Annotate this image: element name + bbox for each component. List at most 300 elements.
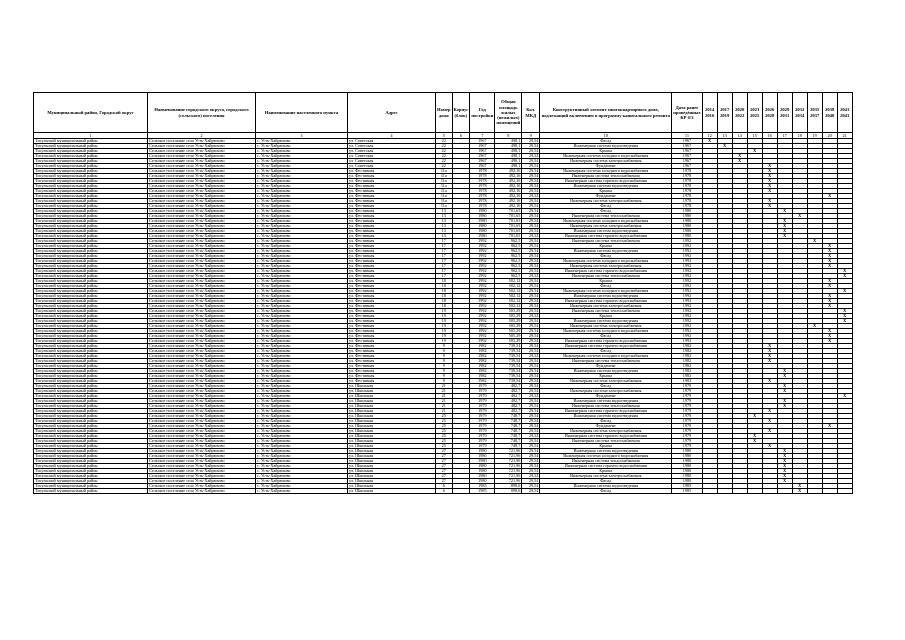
table-cell: Инженерная система электроснабжения [540,389,672,394]
period-mark: X [777,469,792,474]
period-cell [837,489,852,494]
table-cell: с. Усть-Хайрюзово [256,194,348,199]
table-cell: 1982 [672,369,702,374]
table-cell: 1967 [470,139,495,144]
table-cell: с. Усть-Хайрюзово [256,229,348,234]
table-cell: ул. Фестивная [348,254,436,259]
table-cell: 1992 [672,264,702,269]
table-cell: 1978 [470,169,495,174]
table-cell: Фундамент [540,194,672,199]
table-cell: Тисульский муниципальный район [34,394,148,399]
table-cell: 1980 [672,234,702,239]
table-cell: 29,54 [522,229,540,234]
period-mark: X [762,359,777,364]
column-number: 1 [34,133,148,139]
table-cell: Инженерная система теплоснабжения [540,359,672,364]
table-cell: 1980 [470,469,495,474]
table-cell: 11а [436,194,453,199]
table-cell: 29,54 [522,279,540,284]
table-cell: 29,54 [522,259,540,264]
column-number: 10 [540,133,672,139]
table-cell: 29,54 [522,199,540,204]
table-cell: 1992 [672,309,702,314]
table-cell: 1982 [672,379,702,384]
table-cell: 1992 [672,274,702,279]
table-cell: 1980 [470,214,495,219]
table-cell: 1978 [672,184,702,189]
table-cell: 25 [436,429,453,434]
table-header [34,93,853,139]
table-cell: с. Усть-Хайрюзово [256,384,348,389]
period-mark: X [777,229,792,234]
table-cell: 1985 [470,484,495,489]
table-cell: Тисульский муниципальный район [34,309,148,314]
table-cell: Сельское поселение село Усть-Хайрюзово [148,194,256,199]
table-cell: Тисульский муниципальный район [34,179,148,184]
table-cell: 1967 [672,154,702,159]
table-cell: 1980 [470,229,495,234]
table-cell: Инженерная система горячего водоснабжения [540,409,672,414]
column-number: 19 [807,133,822,139]
table-cell: 1992 [470,304,495,309]
table-cell: Тисульский муниципальный район [34,384,148,389]
table-cell: Тисульский муниципальный район [34,249,148,254]
table-cell: ул. Фестивная [348,314,436,319]
period-mark: X [792,489,807,494]
table-cell: ул. Школьная [348,459,436,464]
table-cell: 29,54 [522,214,540,219]
column-number: 2 [148,133,256,139]
table-cell: Тисульский муниципальный район [34,194,148,199]
table-cell: 11а [436,189,453,194]
table-cell: Тисульский муниципальный район [34,284,148,289]
table-cell: Фасад [540,139,672,144]
table-cell: Тисульский муниципальный район [34,269,148,274]
period-cell [762,489,777,494]
period-mark: X [822,284,837,289]
table-cell: 29,54 [522,369,540,374]
table-cell: 6 [436,489,453,494]
table-cell: 1978 [672,169,702,174]
table-cell: Сельское поселение село Усть-Хайрюзово [148,474,256,479]
table-cell: ул. Советская [348,139,436,144]
table-cell: Сельское поселение село Усть-Хайрюзово [148,459,256,464]
table-cell: 25 [436,424,453,429]
table-cell: Сельское поселение село Усть-Хайрюзово [148,289,256,294]
table-cell: 29,54 [522,344,540,349]
table-cell: Сельское поселение село Усть-Хайрюзово [148,279,256,284]
table-cell: 1992 [470,284,495,289]
table-cell: 1979 [672,389,702,394]
table-cell: Сельское поселение село Усть-Хайрюзово [148,149,256,154]
table-cell: 9 [436,354,453,359]
table-cell: Фасад [540,349,672,354]
table-cell: 1992 [470,244,495,249]
table-cell: Фасад [540,209,672,214]
table-cell: 1980 [470,209,495,214]
table-cell: 1982 [470,369,495,374]
table-cell: 739,54 [495,349,522,354]
table-cell: 1980 [470,449,495,454]
period-mark: X [822,264,837,269]
table-cell: 21 [436,399,453,404]
table-cell: 1979 [470,439,495,444]
table-cell: 1979 [672,444,702,449]
table-cell: 1992 [672,244,702,249]
table-cell: ул. Фестивная [348,369,436,374]
table-cell: Тисульский муниципальный район [34,259,148,264]
period-mark: X [762,204,777,209]
table-cell: 1992 [672,319,702,324]
table-cell: Инженерная система электроснабжения [540,199,672,204]
table-cell: 29,54 [522,164,540,169]
table-cell: Инженерная система водоотведения [540,369,672,374]
table-cell: 1992 [672,259,702,264]
table-cell: 1992 [470,334,495,339]
table-cell: 29,54 [522,469,540,474]
table-cell: с. Усть-Хайрюзово [256,149,348,154]
table-cell: 1979 [470,409,495,414]
table-cell: 1978 [470,189,495,194]
table-cell: Тисульский муниципальный район [34,359,148,364]
table-cell: 1992 [470,264,495,269]
table-cell: с. Усть-Хайрюзово [256,484,348,489]
table-cell: Сельское поселение село Усть-Хайрюзово [148,449,256,454]
table-cell: с. Усть-Хайрюзово [256,474,348,479]
table-cell: 29,54 [522,254,540,259]
table-cell: 1980 [672,464,702,469]
table-cell: Тисульский муниципальный район [34,234,148,239]
table-cell: Крыша [540,314,672,319]
period-mark: X [837,274,852,279]
table-cell: 1992 [672,289,702,294]
table-cell: 1980 [672,459,702,464]
table-cell: с. Усть-Хайрюзово [256,154,348,159]
table-cell: 22 [436,144,453,149]
table-cell: Инженерная система водоотведения [540,144,672,149]
table-cell: 1978 [470,204,495,209]
table-cell: ул. Школьная [348,469,436,474]
period-mark: X [792,214,807,219]
table-cell: с. Усть-Хайрюзово [256,464,348,469]
table-cell: с. Усть-Хайрюзово [256,204,348,209]
table-cell: Тисульский муниципальный район [34,474,148,479]
table-cell: Сельское поселение село Усть-Хайрюзово [148,294,256,299]
table-cell: 1982 [672,349,702,354]
table-cell: 1982 [672,364,702,369]
table-cell: ул. Советская [348,144,436,149]
table-cell: 1982 [672,359,702,364]
table-cell: ул. Фестивная [348,214,436,219]
table-cell: Сельское поселение село Усть-Хайрюзово [148,164,256,169]
column-number: 5 [436,133,453,139]
table-cell: 29,54 [522,449,540,454]
table-cell: 1967 [672,139,702,144]
table-cell: Тисульский муниципальный район [34,154,148,159]
table-cell: Инженерная система электроснабжения [540,264,672,269]
table-cell: 1992 [470,289,495,294]
period-mark: X [762,444,777,449]
table-cell: с. Усть-Хайрюзово [256,439,348,444]
table-cell: Тисульский муниципальный район [34,339,148,344]
table-cell: ул. Школьная [348,449,436,454]
table-cell: 1980 [672,214,702,219]
period-mark: X [822,249,837,254]
table-cell: Сельское поселение село Усть-Хайрюзово [148,324,256,329]
table-cell: Тисульский муниципальный район [34,174,148,179]
table-cell: Тисульский муниципальный район [34,434,148,439]
table-cell: Сельское поселение село Усть-Хайрюзово [148,344,256,349]
table-cell: ул. Фестивная [348,219,436,224]
table-cell: 962,5 [495,264,522,269]
table-cell: ул. Школьная [348,404,436,409]
table-cell: Тисульский муниципальный район [34,144,148,149]
period-mark: X [822,339,837,344]
column-number: 9 [522,133,540,139]
table-cell: Тисульский муниципальный район [34,209,148,214]
table-cell: 1992 [672,324,702,329]
table-cell: Инженерная система водоотведения [540,229,672,234]
table-cell: с. Усть-Хайрюзово [256,354,348,359]
table-cell: 1980 [672,454,702,459]
table-cell: ул. Советская [348,149,436,154]
table-cell: 962,5 [495,259,522,264]
table-cell: 17 [436,259,453,264]
table-cell: 748,7 [495,439,522,444]
table-cell: Фасад [540,419,672,424]
table-cell: Инженерная система теплоснабжения [540,404,672,409]
table-cell: Инженерная система водоотведения [540,399,672,404]
table-cell: ул. Школьная [348,479,436,484]
period-mark: X [747,434,762,439]
period-mark: X [747,439,762,444]
table-cell: с. Усть-Хайрюзово [256,374,348,379]
table-cell: Инженерная система холодного водоснабжения [540,454,672,459]
table-cell: Инженерная система холодного водоснабжения [540,154,672,159]
table-cell: с. Усть-Хайрюзово [256,459,348,464]
table-cell: Сельское поселение село Усть-Хайрюзово [148,339,256,344]
table-cell: Тисульский муниципальный район [34,149,148,154]
table-cell: 898,6 [495,484,522,489]
table-cell: 29,54 [522,314,540,319]
table-cell: 29,54 [522,424,540,429]
table-cell: Сельское поселение село Усть-Хайрюзово [148,224,256,229]
table-cell: 27 [436,454,453,459]
table-cell: 1992 [470,324,495,329]
table-cell: Тисульский муниципальный район [34,139,148,144]
period-mark: X [777,479,792,484]
table-cell: ул. Школьная [348,464,436,469]
table-cell: ул. Фестивная [348,324,436,329]
table-cell: 1982 [470,374,495,379]
table-cell: Крыша [540,244,672,249]
table-cell: 962,5 [495,269,522,274]
table-cell: 1967 [672,149,702,154]
table-cell: 25 [436,434,453,439]
table-cell: Тисульский муниципальный район [34,444,148,449]
table-cell: 1978 [470,194,495,199]
period-cell [747,489,762,494]
table-cell: ул. Школьная [348,484,436,489]
table-cell: Крыша [540,149,672,154]
table-cell: Сельское поселение село Усть-Хайрюзово [148,329,256,334]
table-cell: 17 [436,254,453,259]
table-cell: Сельское поселение село Усть-Хайрюзово [148,394,256,399]
table-cell: Инженерная система электроснабжения [540,159,672,164]
table-cell: 482,7 [495,399,522,404]
table-cell: 502,12 [495,294,522,299]
table-cell: 721,96 [495,459,522,464]
table-cell: 1979 [672,399,702,404]
table-cell: 739,54 [495,364,522,369]
table-cell: 1982 [470,354,495,359]
table-cell: с. Усть-Хайрюзово [256,219,348,224]
table-cell: 21 [436,409,453,414]
table-cell: с. Усть-Хайрюзово [256,179,348,184]
table-cell: Сельское поселение село Усть-Хайрюзово [148,159,256,164]
table-cell: 1980 [672,449,702,454]
table-cell: Сельское поселение село Усть-Хайрюзово [148,254,256,259]
table-cell: 1992 [672,314,702,319]
table-cell: 9 [436,359,453,364]
column-header: Корпус (блок) [452,93,470,133]
table-cell: 29,54 [522,294,540,299]
table-cell: Сельское поселение село Усть-Хайрюзово [148,444,256,449]
table-cell: Тисульский муниципальный район [34,299,148,304]
table-cell: с. Усть-Хайрюзово [256,449,348,454]
table-cell: 1992 [672,339,702,344]
table-cell: Сельское поселение село Усть-Хайрюзово [148,179,256,184]
table-cell: Сельское поселение село Усть-Хайрюзово [148,174,256,179]
table-cell: с. Усть-Хайрюзово [256,444,348,449]
table-cell: 502,12 [495,289,522,294]
table-cell: Инженерная система горячего водоснабжения [540,339,672,344]
table-cell: Инженерная система холодного водоснабжения [540,329,672,334]
table-cell: 1992 [470,279,495,284]
table-cell: Сельское поселение село Усть-Хайрюзово [148,189,256,194]
column-number: 11 [672,133,702,139]
table-cell: 27 [436,459,453,464]
table-cell: Крыша [540,279,672,284]
table-cell: с. Усть-Хайрюзово [256,224,348,229]
period-mark: X [777,464,792,469]
table-cell: 22 [436,164,453,169]
table-cell: ул. Фестивная [348,259,436,264]
period-mark: X [822,329,837,334]
table-cell: ул. Фестивная [348,289,436,294]
table-cell: Сельское поселение село Усть-Хайрюзово [148,219,256,224]
table-cell: 505,29 [495,309,522,314]
period-mark: X [777,454,792,459]
table-cell: 29,54 [522,364,540,369]
period-mark: X [822,304,837,309]
table-cell: Инженерная система водоотведения [540,294,672,299]
table-cell: Тисульский муниципальный район [34,304,148,309]
period-mark: X [822,294,837,299]
table-cell: 1979 [470,429,495,434]
table-cell: 1978 [672,174,702,179]
table-cell: Тисульский муниципальный район [34,404,148,409]
period-mark: X [777,209,792,214]
table-cell: ул. Школьная [348,429,436,434]
table-cell: 11а [436,184,453,189]
table-cell: ул. Фестивная [348,374,436,379]
table-cell: 721,96 [495,474,522,479]
column-header: 2026 2028 [762,93,777,133]
table-cell: 29,54 [522,399,540,404]
period-mark: X [762,419,777,424]
table-cell: 17 [436,264,453,269]
table-cell: 29,54 [522,209,540,214]
period-mark: X [837,309,852,314]
table-cell: ул. Фестивная [348,204,436,209]
table-cell: Тисульский муниципальный район [34,389,148,394]
table-cell: 17 [436,274,453,279]
table-cell: Инженерная система электроснабжения [540,304,672,309]
table-cell: 721,96 [495,469,522,474]
table-cell: 1978 [672,179,702,184]
table-cell: 1979 [672,384,702,389]
table-cell: 25 [436,414,453,419]
table-cell: 22 [436,159,453,164]
table-cell: 1979 [470,384,495,389]
table-cell: 19 [436,339,453,344]
table-cell: с. Усть-Хайрюзово [256,369,348,374]
table-cell: Тисульский муниципальный район [34,489,148,494]
table-cell: 29,54 [522,179,540,184]
column-header: 2038 2040 [822,93,837,133]
table-cell: Фундамент [540,164,672,169]
column-number: 17 [777,133,792,139]
table-cell: Инженерная система теплоснабжения [540,174,672,179]
table-cell: 27 [436,474,453,479]
table-cell: 1980 [672,479,702,484]
table-cell: Сельское поселение село Усть-Хайрюзово [148,479,256,484]
table-cell: 29,54 [522,419,540,424]
table-cell: 701,65 [495,214,522,219]
table-cell: с. Усть-Хайрюзово [256,314,348,319]
table-cell: 17 [436,239,453,244]
table-cell: 701,65 [495,209,522,214]
table-cell: Тисульский муниципальный район [34,204,148,209]
table-cell: 21 [436,404,453,409]
table-cell: Сельское поселение село Усть-Хайрюзово [148,489,256,494]
table-cell: 739,54 [495,369,522,374]
table-cell: 29,54 [522,149,540,154]
table-cell: ул. Фестивная [348,199,436,204]
table-cell: 9 [436,374,453,379]
table-cell: 21 [436,384,453,389]
table-cell: 1982 [672,374,702,379]
table-cell: Сельское поселение село Усть-Хайрюзово [148,359,256,364]
table-cell: Тисульский муниципальный район [34,289,148,294]
table-cell: Сельское поселение село Усть-Хайрюзово [148,139,256,144]
table-cell: 505,29 [495,314,522,319]
table-cell: 701,65 [495,234,522,239]
table-cell: с. Усть-Хайрюзово [256,454,348,459]
table-cell: 721,96 [495,454,522,459]
table-cell: Тисульский муниципальный район [34,324,148,329]
column-header: Год постройки [470,93,495,133]
table-cell: 17 [436,269,453,274]
table-cell: Тисульский муниципальный район [34,334,148,339]
table-cell: ул. Школьная [348,384,436,389]
table-cell: ул. Фестивная [348,349,436,354]
table-cell: 1992 [672,284,702,289]
table-cell: 1985 [672,489,702,494]
table-cell: Фасад [540,489,672,494]
table-cell: 29,54 [522,224,540,229]
